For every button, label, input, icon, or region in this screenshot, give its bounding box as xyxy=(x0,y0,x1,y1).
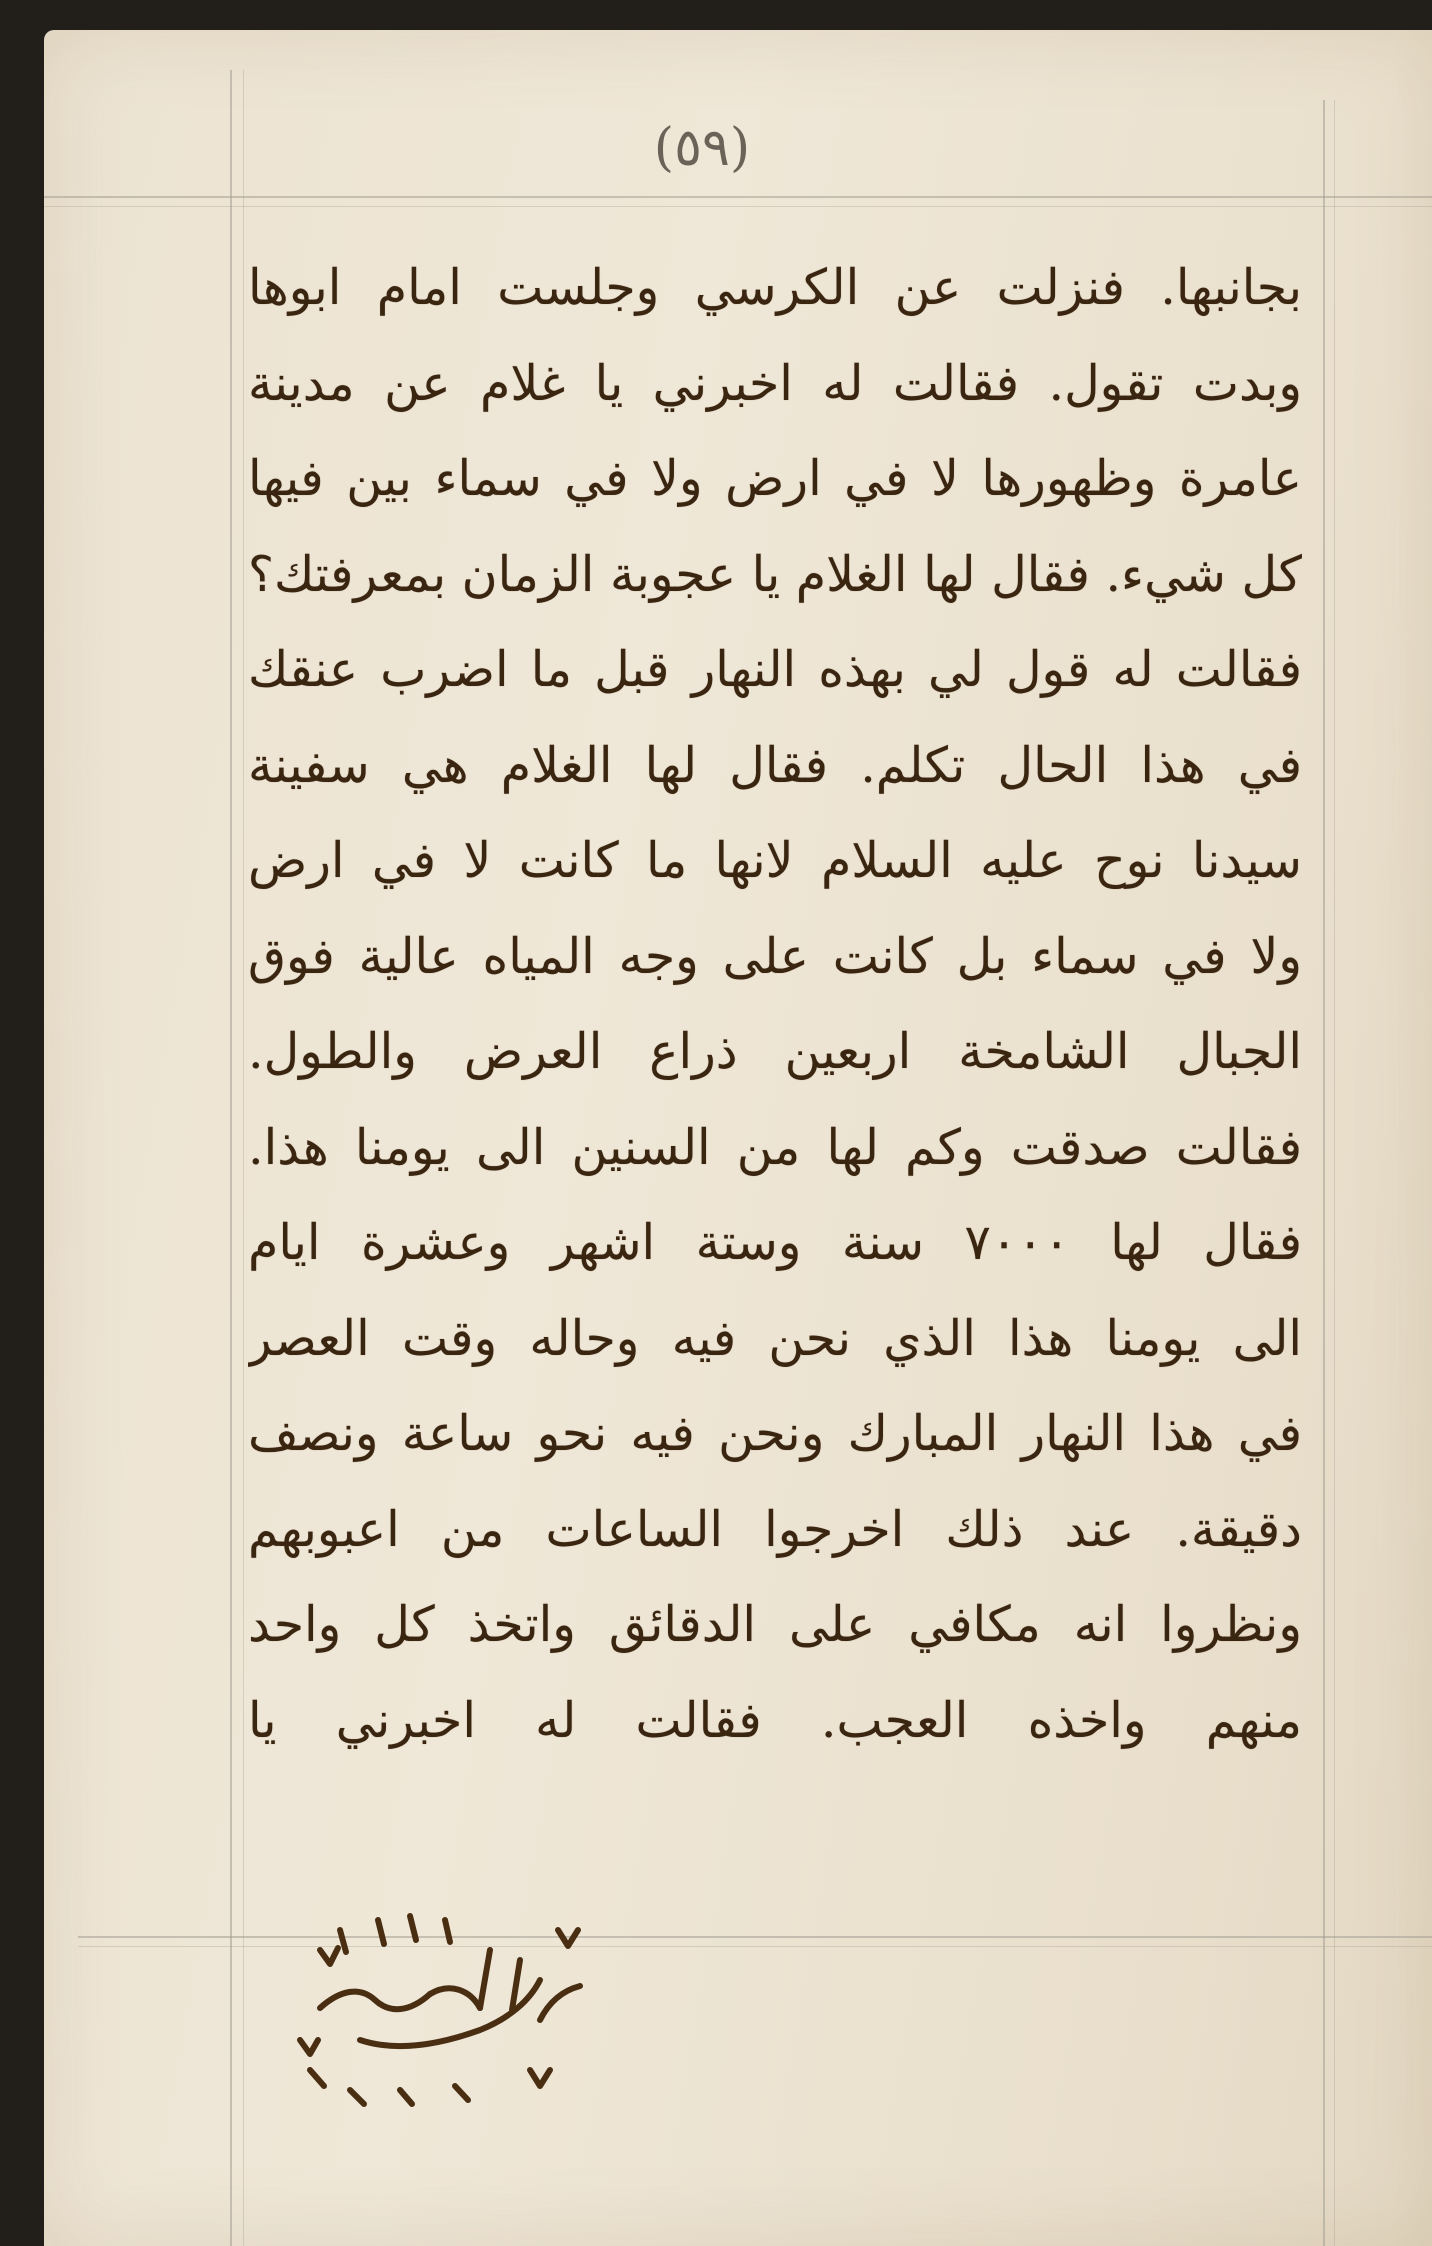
text-line: كل شيء. فقال لها الغلام يا عجوبة الزمان بمعرفتك؟ xyxy=(248,545,1302,603)
manuscript-text xyxy=(248,240,1302,1768)
text-line: فقالت صدقت وكم لها من السنين الى يومنا هذا. xyxy=(248,1118,1302,1176)
text-line: بجانبها. فنزلت عن الكرسي وجلست امام ابوها xyxy=(248,259,1302,316)
ruled-margin-right xyxy=(1323,100,1325,2246)
ruled-line-top-inner xyxy=(44,206,1432,207)
text-line: وبدت تقول. فقالت له اخبرني يا غلام عن مدينة xyxy=(248,354,1302,412)
text-line: في هذا النهار المبارك ونحن فيه نحو ساعة ونصف xyxy=(248,1405,1302,1462)
ruled-line-top xyxy=(44,196,1432,198)
text-line: الى يومنا هذا الذي نحن فيه وحاله وقت العصر xyxy=(248,1309,1302,1367)
text-line: سيدنا نوح عليه السلام لانها ما كانت لا في ارض xyxy=(248,832,1302,889)
text-line: ولا في سماء بل كانت على وجه المياه عالية فوق xyxy=(248,927,1302,985)
text-line: فقالت له قول لي بهذه النهار قبل ما اضرب عنقك xyxy=(248,641,1302,698)
text-line: ونظروا انه مكافي على الدقائق واتخذ كل واحد xyxy=(248,1596,1302,1653)
text-line: الجبال الشامخة اربعين ذراع العرض والطول. xyxy=(248,1023,1302,1080)
page-number: (٥٩) xyxy=(653,118,751,178)
ruled-margin-right-inner xyxy=(1334,100,1335,2246)
ruled-margin-left xyxy=(230,70,232,2246)
text-line: فقال لها ٧٠٠٠ سنة وستة اشهر وعشرة ايام xyxy=(248,1214,1302,1271)
text-line: دقيقة. عند ذلك اخرجوا الساعات من اعبوبهم xyxy=(248,1500,1302,1558)
text-line: عامرة وظهورها لا في ارض ولا في سماء بين فيها xyxy=(248,450,1302,507)
ruled-margin-left-inner xyxy=(243,70,244,2246)
text-line: في هذا الحال تكلم. فقال لها الغلام هي سفينة xyxy=(248,736,1302,794)
text-line: منهم واخذه العجب. فقالت له اخبرني يا xyxy=(248,1691,1302,1749)
signature-mark xyxy=(280,1890,600,2120)
